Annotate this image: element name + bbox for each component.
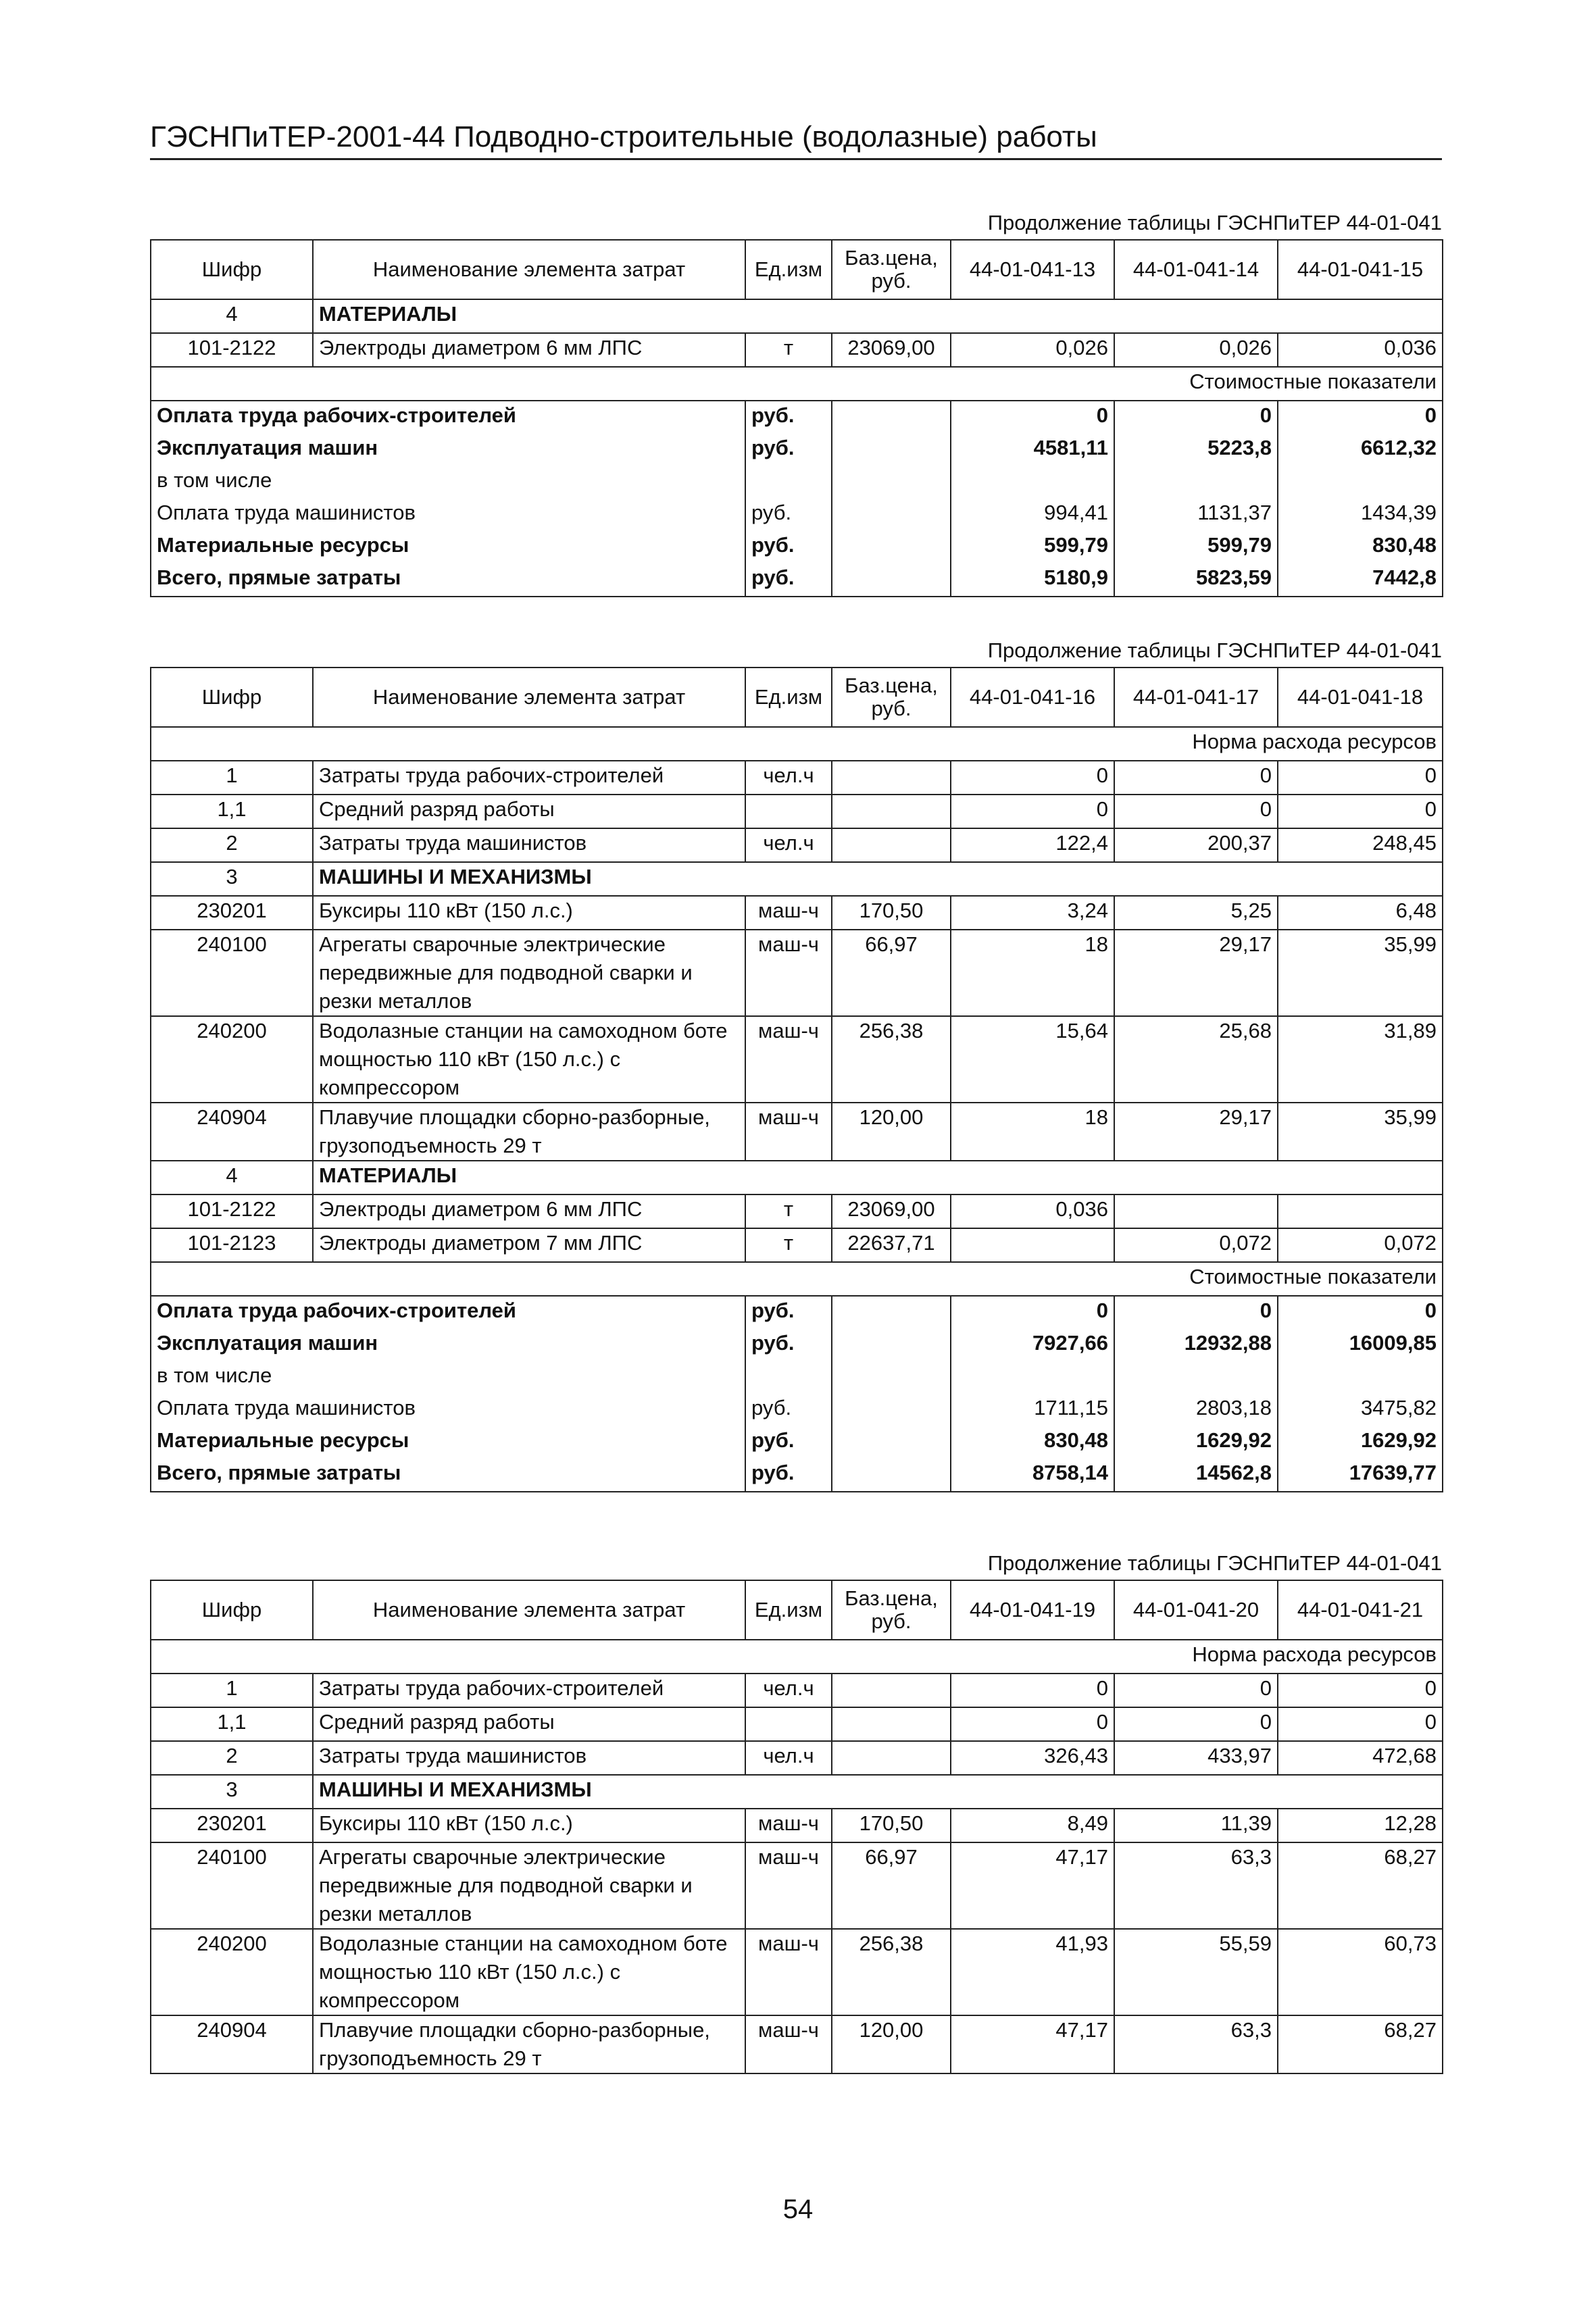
section-title: МАТЕРИАЛЫ bbox=[313, 299, 1443, 333]
cost-value: 12932,88 bbox=[1114, 1329, 1278, 1361]
col-header-code: Шифр bbox=[151, 1580, 313, 1640]
resource-code: 240904 bbox=[151, 2015, 313, 2073]
cost-value: 4581,11 bbox=[951, 434, 1114, 466]
col-header-norm-code: 44-01-041-17 bbox=[1114, 668, 1278, 727]
norm-value: 200,37 bbox=[1114, 828, 1278, 862]
norm-value bbox=[1278, 1194, 1443, 1228]
cost-price-empty bbox=[832, 531, 951, 563]
norm-value: 6,48 bbox=[1278, 896, 1443, 930]
cost-value bbox=[1278, 466, 1443, 499]
resource-price: 170,50 bbox=[832, 1809, 951, 1842]
cost-value: 16009,85 bbox=[1278, 1329, 1443, 1361]
cost-value: 7927,66 bbox=[951, 1329, 1114, 1361]
cost-value: 5823,59 bbox=[1114, 563, 1278, 597]
resource-code: 101-2123 bbox=[151, 1228, 313, 1262]
cost-value: 0 bbox=[1278, 401, 1443, 434]
norm-value: 0 bbox=[1114, 761, 1278, 795]
col-header-norm-code: 44-01-041-20 bbox=[1114, 1580, 1278, 1640]
cost-value: 1711,15 bbox=[951, 1394, 1114, 1426]
cost-value: 5223,8 bbox=[1114, 434, 1278, 466]
cost-price-empty bbox=[832, 1459, 951, 1492]
resource-unit: маш-ч bbox=[745, 1842, 832, 1929]
resource-unit: т bbox=[745, 333, 832, 367]
resource-code: 1,1 bbox=[151, 795, 313, 828]
resource-name: Электроды диаметром 6 мм ЛПС bbox=[313, 333, 745, 367]
cost-value: 0 bbox=[1114, 401, 1278, 434]
resource-name: Буксиры 110 кВт (150 л.с.) bbox=[313, 1809, 745, 1842]
resource-code: 4 bbox=[151, 1161, 313, 1194]
cost-row bbox=[151, 499, 1443, 531]
section-title: МАШИНЫ И МЕХАНИЗМЫ bbox=[313, 862, 1443, 896]
resource-unit: чел.ч bbox=[745, 1674, 832, 1707]
resource-name: Электроды диаметром 6 мм ЛПС bbox=[313, 1194, 745, 1228]
cost-band-row bbox=[151, 1262, 1443, 1296]
resource-name: Агрегаты сварочные электрические передвижные для подводной сварки и резки металлов bbox=[313, 1842, 745, 1929]
cost-label: Оплата труда машинистов bbox=[151, 499, 745, 531]
cost-row bbox=[151, 531, 1443, 563]
page-number: 54 bbox=[782, 2194, 814, 2224]
resource-name: Буксиры 110 кВт (150 л.с.) bbox=[313, 896, 745, 930]
resource-unit: маш-ч bbox=[745, 930, 832, 1016]
resource-row bbox=[151, 2015, 1443, 2073]
cost-unit: руб. bbox=[745, 563, 832, 597]
col-header-unit: Ед.изм bbox=[745, 1580, 832, 1640]
resource-price: 120,00 bbox=[832, 2015, 951, 2073]
resource-row bbox=[151, 896, 1443, 930]
cost-value: 1629,92 bbox=[1114, 1426, 1278, 1459]
resource-price: 120,00 bbox=[832, 1103, 951, 1161]
cost-unit: руб. bbox=[745, 434, 832, 466]
resource-row bbox=[151, 1842, 1443, 1929]
resource-code: 240200 bbox=[151, 1016, 313, 1103]
resource-table bbox=[150, 239, 1443, 597]
resource-row bbox=[151, 795, 1443, 828]
norm-value: 63,3 bbox=[1114, 1842, 1278, 1929]
norm-value: 18 bbox=[951, 930, 1114, 1016]
norm-value: 47,17 bbox=[951, 2015, 1114, 2073]
cost-band-label: Стоимостные показатели bbox=[151, 367, 1443, 401]
norm-value: 8,49 bbox=[951, 1809, 1114, 1842]
norm-band-label: Норма расхода ресурсов bbox=[151, 727, 1443, 761]
resource-unit: маш-ч bbox=[745, 1809, 832, 1842]
section-title: МАТЕРИАЛЫ bbox=[313, 1161, 1443, 1194]
resource-unit bbox=[745, 1707, 832, 1741]
norm-value: 0 bbox=[1278, 1707, 1443, 1741]
norm-value: 0 bbox=[951, 795, 1114, 828]
resource-price: 23069,00 bbox=[832, 333, 951, 367]
resource-code: 4 bbox=[151, 299, 313, 333]
resource-code: 101-2122 bbox=[151, 333, 313, 367]
col-header-price: Баз.цена, руб. bbox=[832, 1580, 951, 1640]
col-header-norm-code: 44-01-041-16 bbox=[951, 668, 1114, 727]
col-header-price: Баз.цена, руб. bbox=[832, 668, 951, 727]
table-caption: Продолжение таблицы ГЭСНПиТЕР 44-01-041 bbox=[987, 638, 1442, 662]
cost-price-empty bbox=[832, 1361, 951, 1394]
cost-value bbox=[951, 466, 1114, 499]
norm-value: 248,45 bbox=[1278, 828, 1443, 862]
resource-row bbox=[151, 828, 1443, 862]
resource-name: Средний разряд работы bbox=[313, 1707, 745, 1741]
resource-unit: маш-ч bbox=[745, 1103, 832, 1161]
cost-value: 1629,92 bbox=[1278, 1426, 1443, 1459]
resource-row bbox=[151, 333, 1443, 367]
header-row bbox=[151, 668, 1443, 727]
resource-unit: маш-ч bbox=[745, 1016, 832, 1103]
col-header-norm-code: 44-01-041-15 bbox=[1278, 240, 1443, 299]
resource-price: 22637,71 bbox=[832, 1228, 951, 1262]
resource-code: 230201 bbox=[151, 896, 313, 930]
cost-row bbox=[151, 466, 1443, 499]
norm-value: 18 bbox=[951, 1103, 1114, 1161]
resource-name: Водолазные станции на самоходном боте мощностью 110 кВт (150 л.с.) с компрессором bbox=[313, 1016, 745, 1103]
resource-row bbox=[151, 1809, 1443, 1842]
table-caption: Продолжение таблицы ГЭСНПиТЕР 44-01-041 bbox=[987, 211, 1442, 234]
norm-value: 0 bbox=[951, 761, 1114, 795]
resource-price bbox=[832, 761, 951, 795]
norm-value: 68,27 bbox=[1278, 1842, 1443, 1929]
cost-value: 0 bbox=[1278, 1296, 1443, 1329]
resource-unit: чел.ч bbox=[745, 1741, 832, 1775]
resource-price: 256,38 bbox=[832, 1016, 951, 1103]
header-row bbox=[151, 240, 1443, 299]
resource-table bbox=[150, 1580, 1443, 2074]
resource-name: Затраты труда машинистов bbox=[313, 828, 745, 862]
cost-label: Материальные ресурсы bbox=[151, 1426, 745, 1459]
cost-value: 1434,39 bbox=[1278, 499, 1443, 531]
cost-value bbox=[1114, 1361, 1278, 1394]
cost-label: в том числе bbox=[151, 1361, 745, 1394]
cost-value: 994,41 bbox=[951, 499, 1114, 531]
norm-value: 29,17 bbox=[1114, 1103, 1278, 1161]
cost-value: 7442,8 bbox=[1278, 563, 1443, 597]
norm-value: 68,27 bbox=[1278, 2015, 1443, 2073]
resource-code: 101-2122 bbox=[151, 1194, 313, 1228]
cost-label: Эксплуатация машин bbox=[151, 1329, 745, 1361]
section-row bbox=[151, 862, 1443, 896]
norm-value: 55,59 bbox=[1114, 1929, 1278, 2015]
cost-price-empty bbox=[832, 1394, 951, 1426]
norm-value: 0 bbox=[1278, 795, 1443, 828]
cost-price-empty bbox=[832, 401, 951, 434]
resource-unit: маш-ч bbox=[745, 1929, 832, 2015]
resource-name: Затраты труда рабочих-строителей bbox=[313, 1674, 745, 1707]
cost-row bbox=[151, 1459, 1443, 1492]
cost-price-empty bbox=[832, 1329, 951, 1361]
resource-row bbox=[151, 1674, 1443, 1707]
resource-price bbox=[832, 828, 951, 862]
norm-value: 60,73 bbox=[1278, 1929, 1443, 2015]
cost-row bbox=[151, 1394, 1443, 1426]
resource-unit: маш-ч bbox=[745, 896, 832, 930]
cost-price-empty bbox=[832, 434, 951, 466]
resource-code: 240200 bbox=[151, 1929, 313, 2015]
col-header-unit: Ед.изм bbox=[745, 240, 832, 299]
resource-row bbox=[151, 1016, 1443, 1103]
resource-price bbox=[832, 1674, 951, 1707]
norm-value: 472,68 bbox=[1278, 1741, 1443, 1775]
resource-code: 240904 bbox=[151, 1103, 313, 1161]
norm-value: 0,072 bbox=[1114, 1228, 1278, 1262]
norm-value: 0,036 bbox=[1278, 333, 1443, 367]
cost-unit: руб. bbox=[745, 401, 832, 434]
norm-band-label: Норма расхода ресурсов bbox=[151, 1640, 1443, 1674]
resource-name: Плавучие площадки сборно-разборные, грузоподъемность 29 т bbox=[313, 2015, 745, 2073]
estimate-table-2 bbox=[150, 638, 1442, 1492]
cost-value: 0 bbox=[951, 1296, 1114, 1329]
resource-price: 66,97 bbox=[832, 930, 951, 1016]
col-header-unit: Ед.изм bbox=[745, 668, 832, 727]
cost-row bbox=[151, 1426, 1443, 1459]
resource-code: 3 bbox=[151, 862, 313, 896]
resource-row bbox=[151, 1929, 1443, 2015]
col-header-norm-code: 44-01-041-19 bbox=[951, 1580, 1114, 1640]
estimate-table-3 bbox=[150, 1551, 1442, 2074]
resource-price bbox=[832, 795, 951, 828]
col-header-name: Наименование элемента затрат bbox=[313, 668, 745, 727]
cost-value: 1131,37 bbox=[1114, 499, 1278, 531]
norm-band-row bbox=[151, 727, 1443, 761]
resource-price: 66,97 bbox=[832, 1842, 951, 1929]
resource-code: 1 bbox=[151, 1674, 313, 1707]
resource-name: Затраты труда рабочих-строителей bbox=[313, 761, 745, 795]
cost-price-empty bbox=[832, 499, 951, 531]
norm-value: 0 bbox=[951, 1707, 1114, 1741]
resource-unit: т bbox=[745, 1228, 832, 1262]
norm-value: 0 bbox=[1114, 1674, 1278, 1707]
cost-value: 6612,32 bbox=[1278, 434, 1443, 466]
resource-code: 240100 bbox=[151, 930, 313, 1016]
resource-price: 256,38 bbox=[832, 1929, 951, 2015]
resource-row bbox=[151, 1707, 1443, 1741]
col-header-price: Баз.цена, руб. bbox=[832, 240, 951, 299]
resource-price bbox=[832, 1741, 951, 1775]
cost-unit: руб. bbox=[745, 1394, 832, 1426]
norm-value: 47,17 bbox=[951, 1842, 1114, 1929]
cost-row bbox=[151, 1329, 1443, 1361]
cost-unit: руб. bbox=[745, 499, 832, 531]
cost-value bbox=[1278, 1361, 1443, 1394]
resource-code: 1,1 bbox=[151, 1707, 313, 1741]
resource-name: Электроды диаметром 7 мм ЛПС bbox=[313, 1228, 745, 1262]
section-row bbox=[151, 1161, 1443, 1194]
norm-value: 326,43 bbox=[951, 1741, 1114, 1775]
resource-price: 23069,00 bbox=[832, 1194, 951, 1228]
resource-table bbox=[150, 667, 1443, 1492]
cost-value: 599,79 bbox=[951, 531, 1114, 563]
cost-price-empty bbox=[832, 466, 951, 499]
resource-name: Средний разряд работы bbox=[313, 795, 745, 828]
norm-value: 0 bbox=[1114, 1707, 1278, 1741]
norm-value: 0 bbox=[1278, 1674, 1443, 1707]
norm-value: 0 bbox=[951, 1674, 1114, 1707]
cost-value: 14562,8 bbox=[1114, 1459, 1278, 1492]
cost-row bbox=[151, 401, 1443, 434]
cost-unit bbox=[745, 1361, 832, 1394]
cost-unit: руб. bbox=[745, 1426, 832, 1459]
cost-value: 0 bbox=[951, 401, 1114, 434]
cost-label: в том числе bbox=[151, 466, 745, 499]
cost-value: 2803,18 bbox=[1114, 1394, 1278, 1426]
cost-value: 5180,9 bbox=[951, 563, 1114, 597]
resource-row bbox=[151, 1741, 1443, 1775]
norm-value: 0,036 bbox=[951, 1194, 1114, 1228]
norm-value: 0,072 bbox=[1278, 1228, 1443, 1262]
cost-row bbox=[151, 434, 1443, 466]
col-header-norm-code: 44-01-041-18 bbox=[1278, 668, 1443, 727]
resource-row bbox=[151, 761, 1443, 795]
cost-value: 17639,77 bbox=[1278, 1459, 1443, 1492]
norm-value: 63,3 bbox=[1114, 2015, 1278, 2073]
norm-value: 5,25 bbox=[1114, 896, 1278, 930]
resource-row bbox=[151, 1103, 1443, 1161]
estimate-table-1 bbox=[150, 211, 1442, 597]
cost-value bbox=[1114, 466, 1278, 499]
norm-value: 41,93 bbox=[951, 1929, 1114, 2015]
cost-value: 830,48 bbox=[951, 1426, 1114, 1459]
resource-unit: чел.ч bbox=[745, 761, 832, 795]
cost-label: Оплата труда рабочих-строителей bbox=[151, 1296, 745, 1329]
norm-value: 15,64 bbox=[951, 1016, 1114, 1103]
resource-name: Водолазные станции на самоходном боте мощностью 110 кВт (150 л.с.) с компрессором bbox=[313, 1929, 745, 2015]
resource-code: 1 bbox=[151, 761, 313, 795]
cost-unit: руб. bbox=[745, 1296, 832, 1329]
cost-band-row bbox=[151, 367, 1443, 401]
cost-row bbox=[151, 1296, 1443, 1329]
col-header-norm-code: 44-01-041-14 bbox=[1114, 240, 1278, 299]
page-header: ГЭСНПиТЕР-2001-44 Подводно-строительные (водолазные) работы bbox=[150, 120, 1442, 160]
resource-row bbox=[151, 1194, 1443, 1228]
resource-row bbox=[151, 930, 1443, 1016]
norm-value: 31,89 bbox=[1278, 1016, 1443, 1103]
section-title: МАШИНЫ И МЕХАНИЗМЫ bbox=[313, 1775, 1443, 1809]
cost-value: 8758,14 bbox=[951, 1459, 1114, 1492]
norm-band-row bbox=[151, 1640, 1443, 1674]
resource-unit: т bbox=[745, 1194, 832, 1228]
norm-value: 35,99 bbox=[1278, 930, 1443, 1016]
cost-value bbox=[951, 1361, 1114, 1394]
norm-value: 29,17 bbox=[1114, 930, 1278, 1016]
cost-unit bbox=[745, 466, 832, 499]
cost-price-empty bbox=[832, 563, 951, 597]
col-header-norm-code: 44-01-041-13 bbox=[951, 240, 1114, 299]
header-row bbox=[151, 1580, 1443, 1640]
cost-unit: руб. bbox=[745, 1459, 832, 1492]
cost-value: 0 bbox=[1114, 1296, 1278, 1329]
cost-row bbox=[151, 1361, 1443, 1394]
norm-value bbox=[951, 1228, 1114, 1262]
section-row bbox=[151, 299, 1443, 333]
cost-row bbox=[151, 563, 1443, 597]
cost-label: Материальные ресурсы bbox=[151, 531, 745, 563]
resource-name: Агрегаты сварочные электрические передвижные для подводной сварки и резки металлов bbox=[313, 930, 745, 1016]
cost-price-empty bbox=[832, 1296, 951, 1329]
cost-unit: руб. bbox=[745, 531, 832, 563]
resource-price: 170,50 bbox=[832, 896, 951, 930]
cost-value: 3475,82 bbox=[1278, 1394, 1443, 1426]
cost-label: Оплата труда рабочих-строителей bbox=[151, 401, 745, 434]
cost-unit: руб. bbox=[745, 1329, 832, 1361]
resource-code: 230201 bbox=[151, 1809, 313, 1842]
resource-unit bbox=[745, 795, 832, 828]
resource-row bbox=[151, 1228, 1443, 1262]
resource-unit: маш-ч bbox=[745, 2015, 832, 2073]
norm-value: 12,28 bbox=[1278, 1809, 1443, 1842]
resource-code: 3 bbox=[151, 1775, 313, 1809]
norm-value: 11,39 bbox=[1114, 1809, 1278, 1842]
table-caption: Продолжение таблицы ГЭСНПиТЕР 44-01-041 bbox=[987, 1551, 1442, 1575]
norm-value: 122,4 bbox=[951, 828, 1114, 862]
section-row bbox=[151, 1775, 1443, 1809]
cost-band-label: Стоимостные показатели bbox=[151, 1262, 1443, 1296]
resource-unit: чел.ч bbox=[745, 828, 832, 862]
norm-value: 0 bbox=[1114, 795, 1278, 828]
norm-value: 25,68 bbox=[1114, 1016, 1278, 1103]
norm-value: 35,99 bbox=[1278, 1103, 1443, 1161]
col-header-name: Наименование элемента затрат bbox=[313, 1580, 745, 1640]
resource-name: Плавучие площадки сборно-разборные, грузоподъемность 29 т bbox=[313, 1103, 745, 1161]
col-header-code: Шифр bbox=[151, 668, 313, 727]
cost-label: Эксплуатация машин bbox=[151, 434, 745, 466]
resource-price bbox=[832, 1707, 951, 1741]
cost-value: 830,48 bbox=[1278, 531, 1443, 563]
col-header-code: Шифр bbox=[151, 240, 313, 299]
col-header-name: Наименование элемента затрат bbox=[313, 240, 745, 299]
resource-code: 2 bbox=[151, 828, 313, 862]
cost-label: Всего, прямые затраты bbox=[151, 1459, 745, 1492]
cost-price-empty bbox=[832, 1426, 951, 1459]
cost-label: Оплата труда машинистов bbox=[151, 1394, 745, 1426]
norm-value: 0,026 bbox=[1114, 333, 1278, 367]
norm-value bbox=[1114, 1194, 1278, 1228]
resource-name: Затраты труда машинистов bbox=[313, 1741, 745, 1775]
cost-value: 599,79 bbox=[1114, 531, 1278, 563]
cost-label: Всего, прямые затраты bbox=[151, 563, 745, 597]
norm-value: 0 bbox=[1278, 761, 1443, 795]
col-header-norm-code: 44-01-041-21 bbox=[1278, 1580, 1443, 1640]
resource-code: 2 bbox=[151, 1741, 313, 1775]
resource-code: 240100 bbox=[151, 1842, 313, 1929]
norm-value: 3,24 bbox=[951, 896, 1114, 930]
norm-value: 433,97 bbox=[1114, 1741, 1278, 1775]
norm-value: 0,026 bbox=[951, 333, 1114, 367]
